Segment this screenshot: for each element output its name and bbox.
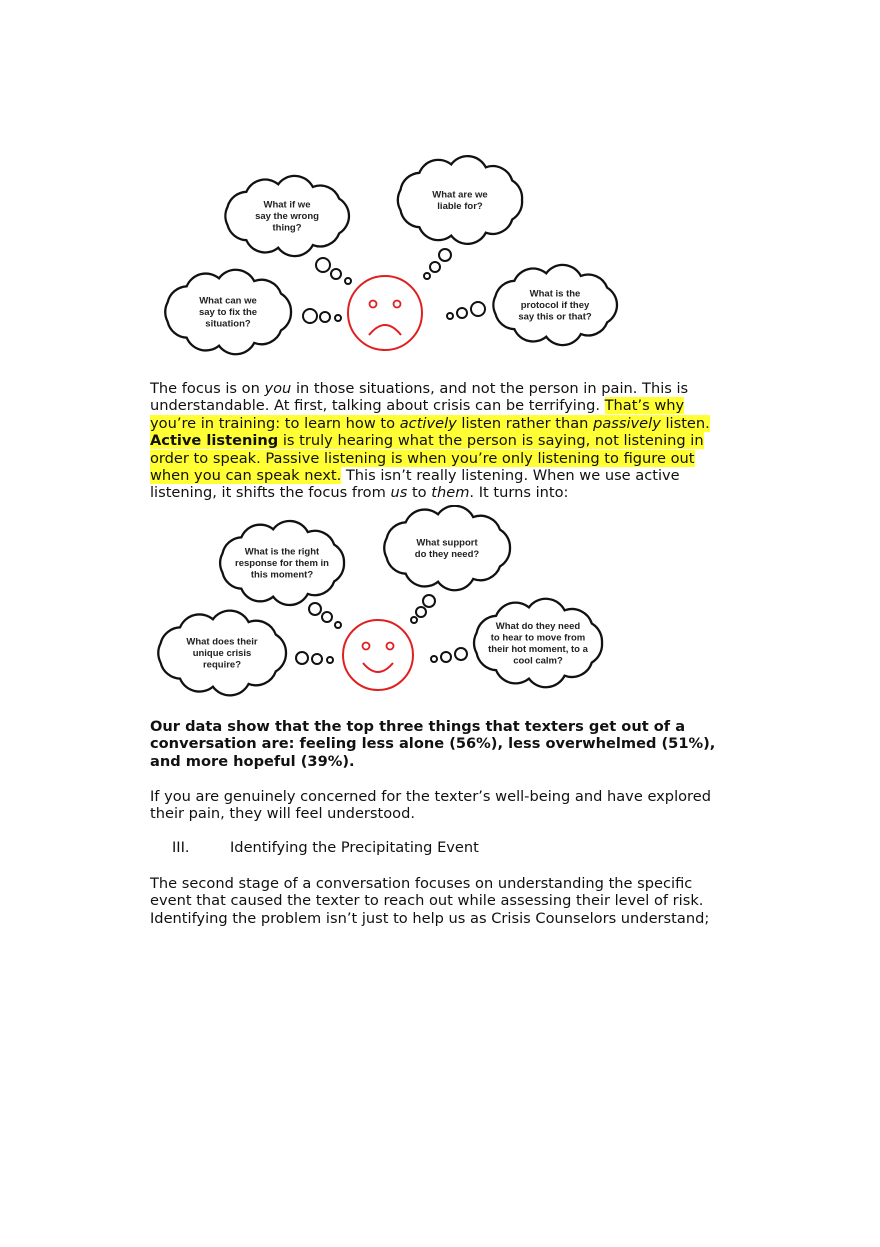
thought-dot-icon <box>416 607 426 617</box>
text: That’s why you’re in training: to learn how to <box>150 397 685 432</box>
thought-dot-icon <box>335 622 341 628</box>
bubble-text: What support <box>416 537 478 549</box>
thought-dot-icon <box>447 313 453 319</box>
bubble-text: protocol if they <box>520 300 590 311</box>
thought-dot-icon <box>322 612 332 622</box>
bubble-text: say this or that? <box>518 311 592 323</box>
bubble-text: What if we <box>263 199 311 211</box>
text: in those situations, and not the person in pain. This is understandable. At first, talking about crisis can be terrifying. <box>150 380 689 415</box>
text: The focus is on <box>150 380 265 397</box>
text: passively <box>593 414 661 432</box>
thought-dot-icon <box>320 312 330 322</box>
section-title: Identifying the Precipitating Event <box>230 839 479 856</box>
thought-bubble <box>447 265 617 345</box>
figure-worried-thoughts <box>150 150 640 360</box>
text: to <box>407 484 432 502</box>
thought-dot-icon <box>430 262 440 272</box>
bubble-text: unique crisis <box>192 648 252 659</box>
thought-bubble <box>225 176 351 284</box>
data-summary: Our data show that the top three things that texters get out of a conversation are: feeling less alone (56%), less overwhelmed (51%), and more hopeful (39%). <box>150 718 716 770</box>
text: listen. <box>660 414 710 432</box>
thought-dot-icon <box>439 249 451 261</box>
paragraph-second-stage: The second stage of a conversation focuses on understanding the specific event that caused the texter to reach out while assessing their level of risk. Identifying the problem isn’t just to help us as Crisis Counselors understand; <box>150 875 710 927</box>
text: them <box>431 484 470 502</box>
sad-face-icon <box>348 276 422 350</box>
text: This isn’t really listening. When we use active listening, it shifts the focus from <box>150 467 680 502</box>
bubble-text: What is the right <box>244 546 320 558</box>
bubble-text: What are we <box>432 189 488 201</box>
figure-focused-thoughts <box>150 505 640 700</box>
happy-face-icon <box>343 620 413 690</box>
text: listen rather than <box>456 414 594 432</box>
text: actively <box>399 414 457 432</box>
thought-dot-icon <box>423 595 435 607</box>
bubble-text: cool calm? <box>513 655 563 667</box>
thought-dot-icon <box>335 315 341 321</box>
bubble-text: liable for? <box>437 200 483 212</box>
thought-dot-icon <box>316 258 330 272</box>
section-number: III. <box>172 839 190 856</box>
text: you <box>264 380 292 397</box>
bubble-text: require? <box>202 659 242 671</box>
thought-bubble <box>384 506 510 623</box>
text: us <box>390 484 408 502</box>
thought-dot-icon <box>455 648 467 660</box>
bubble-text: thing? <box>272 222 302 234</box>
thought-dot-icon <box>327 657 333 663</box>
bubble-text: situation? <box>205 318 251 330</box>
thought-bubble <box>431 599 602 687</box>
thought-dot-icon <box>331 269 341 279</box>
bubble-text: to hear to move from <box>490 632 586 644</box>
thought-dot-icon <box>411 617 417 623</box>
bubble-text: What can we <box>199 295 257 307</box>
bubble-text: say the wrong <box>255 211 319 222</box>
thought-bubble <box>398 156 522 279</box>
bubble-text: What do they need <box>495 620 581 632</box>
bubble-text: response for them in <box>235 558 329 569</box>
thought-dot-icon <box>424 273 430 279</box>
thought-dot-icon <box>312 654 322 664</box>
thought-bubble <box>158 611 333 696</box>
thought-bubble <box>165 270 341 354</box>
thought-dot-icon <box>345 278 351 284</box>
bubble-text: do they need? <box>414 548 480 560</box>
thought-dot-icon <box>309 603 321 615</box>
thought-dot-icon <box>457 308 467 318</box>
bubble-text: this moment? <box>250 569 314 581</box>
thought-dot-icon <box>471 302 485 316</box>
text: is truly hearing what the person is saying, not listening in order to speak. Passive listening is when you’re only listening to figure out when you can speak next. <box>150 432 704 485</box>
paragraph-understood: If you are genuinely concerned for the texter’s well-being and have explored their pain, they will feel understood. <box>150 788 711 823</box>
bubble-text: their hot moment, to a <box>488 643 588 655</box>
bubble-text: What is the <box>529 288 581 300</box>
bubble-text: say to fix the <box>198 307 258 318</box>
paragraph-active-listening <box>150 380 730 502</box>
thought-dot-icon <box>441 652 451 662</box>
thought-dot-icon <box>303 309 317 323</box>
bubble-text: What does their <box>186 636 258 648</box>
text: . It turns into: <box>469 484 569 502</box>
text: Active listening <box>150 432 279 450</box>
thought-dot-icon <box>296 652 308 664</box>
thought-dot-icon <box>431 656 437 662</box>
